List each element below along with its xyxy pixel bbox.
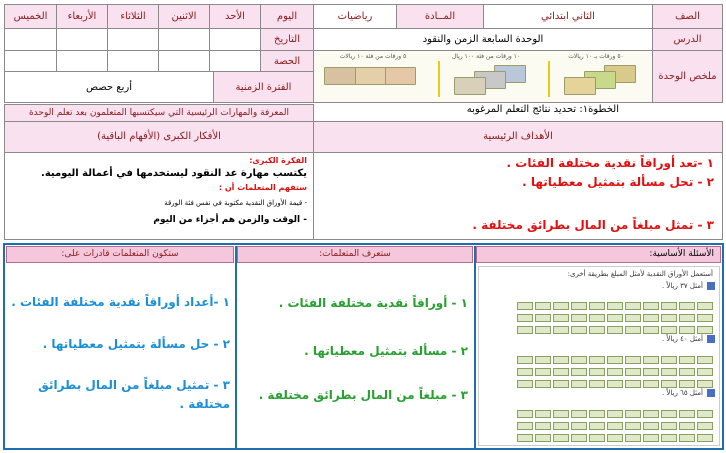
bills-row (485, 295, 713, 304)
bills-row (485, 361, 713, 370)
bills-row (485, 427, 713, 436)
big-ideas-heading-cell (4, 121, 314, 153)
lesson-label: الدرس (673, 34, 702, 45)
able-heading-cell (6, 246, 234, 263)
bills-row (485, 373, 713, 382)
able-heading: ستكون المتعلمات قادرات على: (61, 249, 179, 259)
big-idea-text: يكتسب مهارة عد النقود ليستخدمها في أعمالة اليومية. (41, 168, 307, 179)
lesson-value: الوحدة السابعة الزمن والنقود (422, 34, 544, 45)
date-tue[interactable] (107, 28, 159, 51)
step-title: الخطوة١: تحديد نتائج التعلم المرغوبه (466, 104, 619, 115)
money-image-10 (320, 53, 426, 101)
able-item-1: ١ -أعداد أوراقاً نقدية مختلفة الفئات . (11, 295, 230, 309)
learn-item-3: ٣ - مبلغاً من المال بطرائق مختلفة . (258, 388, 468, 402)
class-value: الثاني ابتدائي (541, 11, 595, 22)
understand-label: ستفهم المتعلمات أن : (218, 183, 307, 192)
step-title-row (313, 104, 723, 118)
bills-row (485, 403, 713, 412)
exercise-number-icon (707, 282, 715, 290)
main-goal-3: ٣ - تمثل مبلغاً من المال بطرائق مختلفة . (472, 218, 714, 232)
date-wed[interactable] (56, 28, 108, 51)
day-mon: الاثنين (171, 11, 197, 22)
questions-heading-cell (476, 246, 721, 263)
period-wed[interactable] (56, 50, 108, 72)
class-value-cell (483, 4, 653, 29)
date-thu[interactable] (4, 28, 57, 51)
period-label: الحصة (273, 56, 301, 67)
main-goal-2: ٢ - تحل مسألة بتمثيل معطياتها . (522, 175, 714, 189)
questions-heading: الأسئلة الأساسية: (649, 249, 714, 259)
divider-right (474, 246, 476, 448)
understand-item-2-text: الوقت والزمن هم أجزاء من اليوم (153, 215, 301, 225)
day-wed: الأربعاء (67, 11, 97, 22)
big-idea-label: الفكرة الكبرى: (249, 156, 307, 165)
date-mon[interactable] (158, 28, 210, 51)
knowledge-heading-cell (4, 104, 314, 122)
exercise-title: أستعمل الأوراق النقدية لأمثل المبلغ بطريقة أخرى: (567, 270, 713, 278)
money-images-cell (313, 50, 653, 103)
exercise-item-2: أمثل ٤٠ ريالاً . (661, 335, 703, 343)
exercise-number-icon (707, 335, 715, 343)
day-sun: الأحد (225, 11, 245, 22)
day-thu: الخميس (13, 11, 48, 22)
learn-heading-cell (237, 246, 473, 263)
exercise-item-3: أمثل ٦٥ ريالاً . (661, 389, 703, 397)
period-sun[interactable] (209, 50, 261, 72)
subject-value-cell (313, 4, 397, 29)
subject-value: رياضيات (337, 11, 373, 22)
day-wed-cell (56, 4, 108, 29)
learn-heading: ستعرف المتعلمات: (319, 249, 391, 259)
day-tue-cell (107, 4, 159, 29)
summary-label: ملخص الوحدة (658, 71, 717, 82)
exercise-image (478, 266, 720, 446)
subject-label: المــادة (424, 11, 456, 22)
bills-row (485, 349, 713, 358)
time-span-label-cell (213, 71, 314, 103)
able-item-2: ٢ - حل مسألة بتمثيل معطياتها . (42, 337, 230, 351)
able-item-3: ٣ - تمثيل مبلغاً من المال بطرائق مختلفة . (38, 378, 230, 412)
day-tue: الثلاثاء (120, 11, 146, 22)
big-idea-cell (4, 152, 314, 240)
date-sun[interactable] (209, 28, 261, 51)
period-label-cell (260, 50, 314, 72)
date-label: التاريخ (274, 34, 300, 45)
date-label-cell (260, 28, 314, 51)
summary-label-cell (652, 50, 723, 103)
time-span-label: الفترة الزمنية (235, 82, 292, 93)
understand-item-1: - قيمة الأوراق النقدية مكتوبة في نفس فئة الورقة (164, 199, 307, 207)
divider-left (235, 246, 237, 448)
lesson-label-cell (652, 28, 723, 51)
period-mon[interactable] (158, 50, 210, 72)
exercise-number-icon (707, 389, 715, 397)
day-label-cell (260, 4, 314, 29)
class-label: الصف (675, 11, 700, 22)
knowledge-heading: المعرفة والمهارات الرئيسية التي سيكتسبها المتعلمون بعد تعلم الوحدة (28, 108, 290, 118)
main-goals-heading: الأهداف الرئيسية (483, 131, 553, 142)
big-ideas-heading: الأفكار الكبرى (الأفهام الباقية) (97, 131, 221, 142)
day-mon-cell (158, 4, 210, 29)
class-label-cell (652, 4, 723, 29)
day-label: اليوم (276, 11, 298, 22)
time-span-value: أربع حصص (86, 82, 132, 93)
time-span-value-cell (4, 71, 214, 103)
money-image-100 (436, 53, 536, 101)
bill-caption-1: ٥٠ ورقات بـ ١٠ ريالات (568, 53, 624, 60)
bills-row (485, 415, 713, 424)
understand-item-2: - الوقت والزمن هم أجزاء من اليوم (153, 215, 307, 225)
subject-label-cell (396, 4, 484, 29)
learn-item-2: ٢ - مسألة بتمثيل معطياتها . (304, 344, 468, 358)
main-goals-cell (313, 152, 723, 240)
lesson-value-cell (313, 28, 653, 51)
period-tue[interactable] (107, 50, 159, 72)
period-thu[interactable] (4, 50, 57, 72)
understand-item-1-text: قيمة الأوراق النقدية مكتوبة في نفس فئة الورقة (164, 199, 303, 207)
bills-row (485, 307, 713, 316)
learn-item-1: ١ - أوراقاً نقدية مختلفة الفئات . (278, 296, 468, 310)
bill-caption-3: ٥ ورقات من فئة ١٠ ريالات (339, 53, 407, 60)
main-goals-heading-cell (313, 121, 723, 153)
day-sun-cell (209, 4, 261, 29)
day-thu-cell (4, 4, 57, 29)
bill-caption-2: ١٠ ورقات من فئة ١٠٠ ريال (451, 53, 521, 60)
bills-row (485, 319, 713, 328)
main-goal-1: ١ -تعد أوراقاً نقدية مختلفة الفئات . (506, 156, 714, 170)
money-image-50 (546, 53, 646, 101)
exercise-item-1: أمثل ٣٧ ريالاً . (661, 282, 703, 290)
